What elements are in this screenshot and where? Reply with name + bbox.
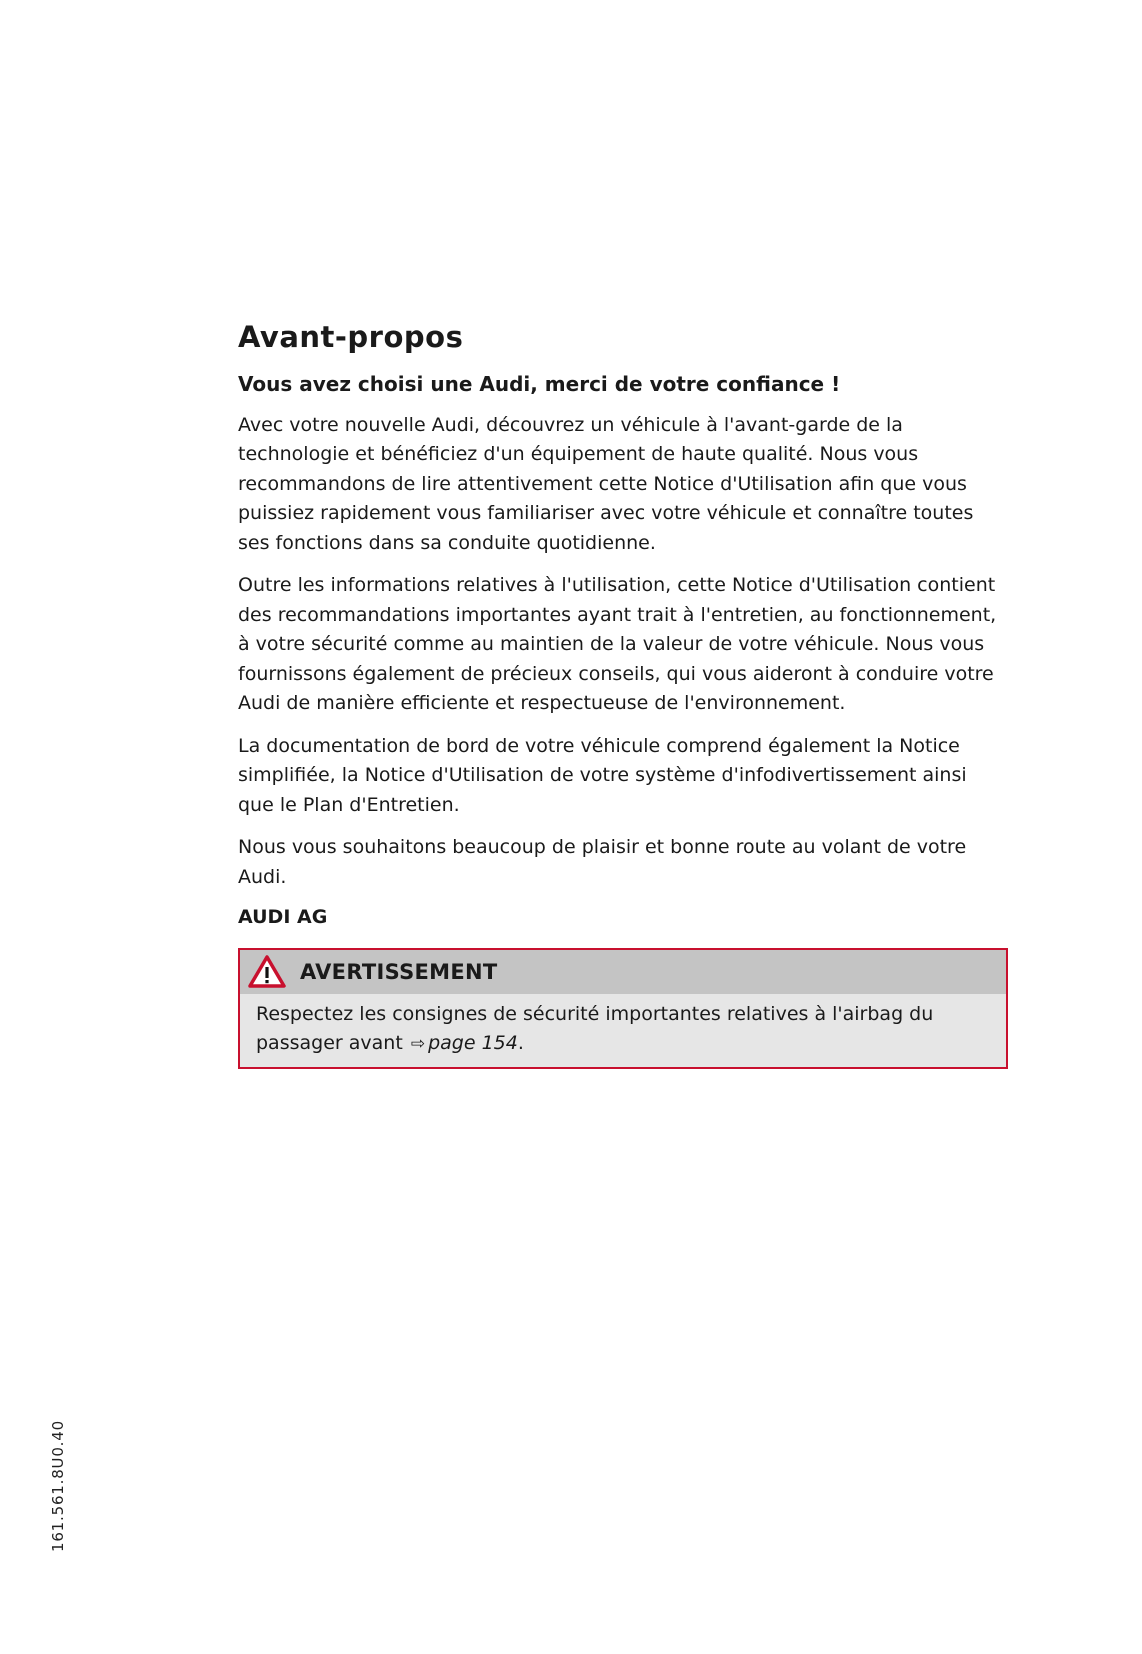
page-reference-link[interactable]: page 154 [428,1031,518,1054]
page-subtitle: Vous avez choisi une Audi, merci de votre confiance ! [238,371,841,396]
warning-title: AVERTISSEMENT [300,959,498,984]
warning-suffix: . [517,1031,524,1054]
page-reference-arrow-icon: ⇨ [410,1033,426,1054]
main-content [238,320,1008,1069]
signature: AUDI AG [238,906,328,929]
paragraph-documentation: La documentation de bord de votre véhicule comprend également la Notice simplifiée, la Notice d'Utilisation de votre système d'infodivertissement ainsi que le Plan d'Entretien. [238,734,967,816]
paragraph-intro: Avec votre nouvelle Audi, découvrez un véhicule à l'avant-garde de la technologie et bénéficiez d'un équipement de haute qualité. Nous vous recommandons de lire attentivement cette Notice d'Utilisation afin que vous puissiez rapidement vous familiariser avec votre véhicule et connaître toutes ses fonctions dans sa conduite quotidienne. [238,413,974,554]
warning-triangle-icon [248,955,286,988]
paragraph-contents: Outre les informations relatives à l'utilisation, cette Notice d'Utilisation contient des recommandations importantes ayant trait à l'entretien, au fonctionnement, à votre sécurité comme au maintien de la valeur de votre véhicule. Nous vous fournissons également de précieux conseils, qui vous aideront à conduire votre Audi de manière efficiente et respectueuse de l'environnement. [238,574,997,715]
document-code: 161.561.8U0.40 [49,1420,67,1552]
warning-header [240,950,1006,994]
page-title: Avant-propos [238,320,464,354]
paragraph-wishes: Nous vous souhaitons beaucoup de plaisir et bonne route au volant de votre Audi. [238,836,967,888]
warning-text: Respectez les consignes de sécurité importantes relatives à l'airbag du passager avant [256,1002,934,1054]
warning-box [238,948,1008,1069]
warning-body [240,994,1006,1067]
